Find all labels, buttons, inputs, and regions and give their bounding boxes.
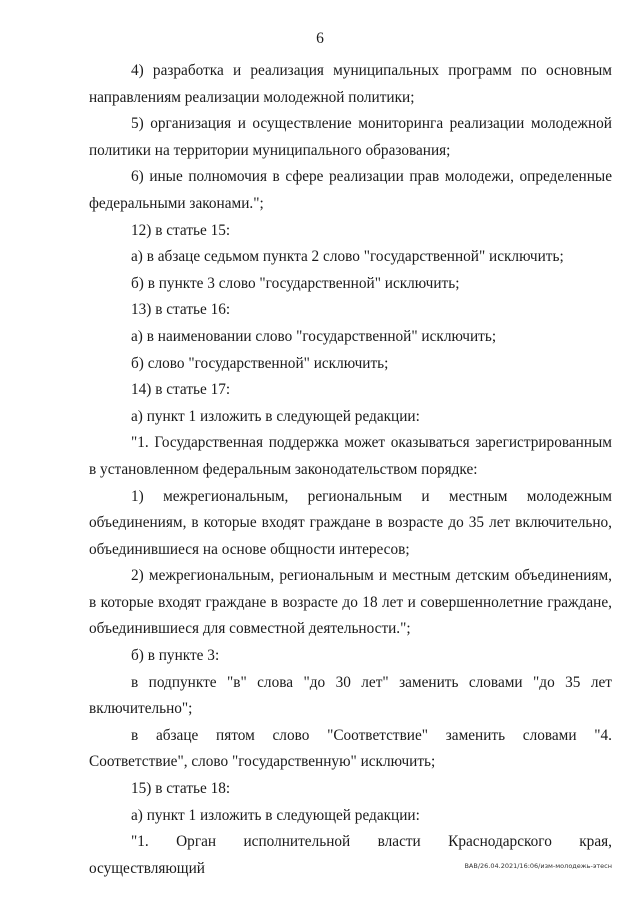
paragraph: 6) иные полномочия в сфере реализации прав молодежи, определенные федеральными законами."; xyxy=(89,168,612,212)
paragraph: "1. Орган исполнительной власти Краснодарского края, осуществляющий xyxy=(89,833,612,877)
paragraph: 14) в статье 17: xyxy=(131,381,231,399)
paragraph: а) пункт 1 изложить в следующей редакции: xyxy=(131,407,420,425)
paragraph: 13) в статье 16: xyxy=(131,301,231,319)
paragraph: б) в пункте 3 слово "государственной" исключить; xyxy=(131,274,460,292)
paragraph: 5) организация и осуществление мониторинга реализации молодежной политики на территории муниципального образования; xyxy=(89,115,612,159)
paragraph: 1) межрегиональным, региональным и местным молодежным объединениям, в которые входят граждане в возрасте до 35 лет включительно, объединившиеся на основе общности интересов; xyxy=(89,487,612,558)
paragraph: 4) разработка и реализация муниципальных программ по основным направлениям реализации молодежной политики; xyxy=(89,62,612,106)
paragraph: "1. Государственная поддержка может оказываться зарегистрированным в установленном федеральным законодательством порядке: xyxy=(89,434,612,478)
paragraph: 2) межрегиональным, региональным и местным детским объединениям, в которые входят граждане в возрасте до 18 лет и совершеннолетние граждане, объединившиеся для совместной деятельности."; xyxy=(89,567,612,638)
paragraph: 12) в статье 15: xyxy=(131,221,231,239)
paragraph: б) в пункте 3: xyxy=(131,647,220,665)
footer-stamp: ВАВ/26.04.2021/16:06/изм-молодежь-этесн xyxy=(464,862,612,870)
paragraph: в подпункте "в" слова "до 30 лет" заменить словами "до 35 лет включительно"; xyxy=(89,673,612,718)
paragraph: а) в абзаце седьмом пункта 2 слово "государственной" исключить; xyxy=(131,248,564,266)
document-body xyxy=(89,58,612,882)
paragraph: 15) в статье 18: xyxy=(131,780,231,798)
paragraph: а) пункт 1 изложить в следующей редакции: xyxy=(131,806,420,824)
page-number: 6 xyxy=(316,30,324,47)
paragraph: а) в наименовании слово "государственной" исключить; xyxy=(131,327,497,345)
paragraph: б) слово "государственной" исключить; xyxy=(131,354,389,372)
paragraph: в абзаце пятом слово "Соответствие" заменить словами "4. Соответствие", слово "государственную" исключить; xyxy=(89,726,612,771)
